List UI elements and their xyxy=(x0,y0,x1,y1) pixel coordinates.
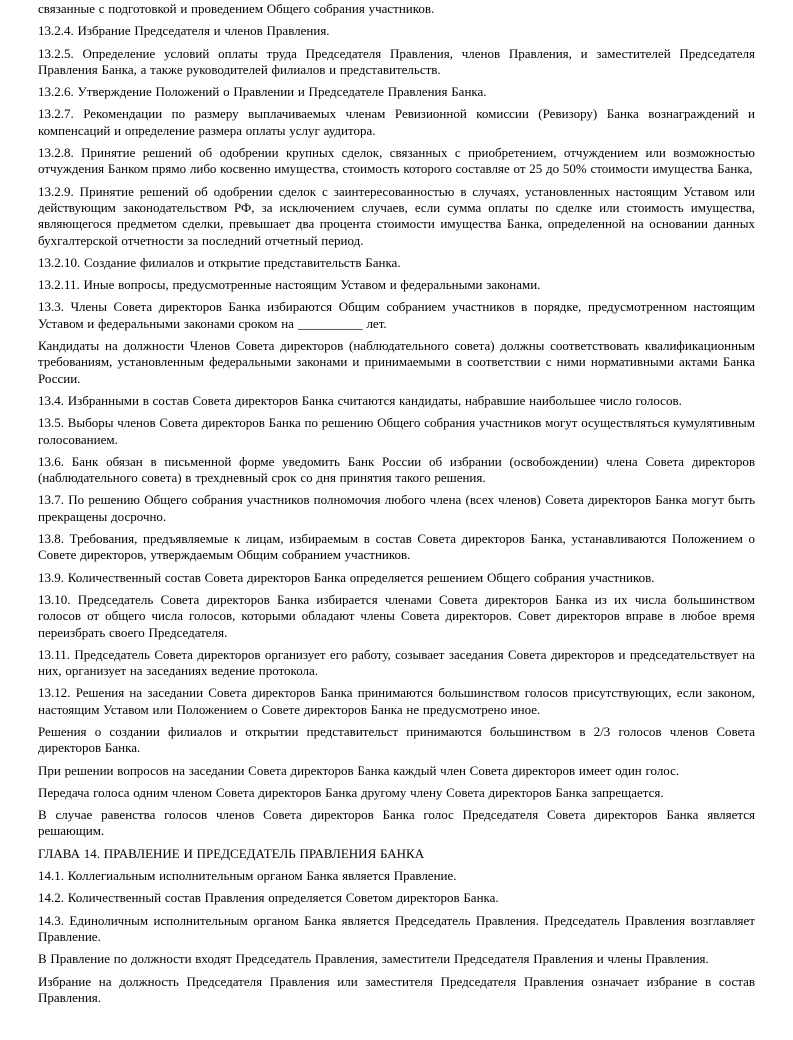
paragraph: Кандидаты на должности Членов Совета директоров (наблюдательного совета) должны соответствовать квалификационным требованиям, установленным федеральными законами и принимаемыми в соответствии с ними нормативными актами Банка России. xyxy=(38,338,755,386)
paragraph: В случае равенства голосов членов Совета директоров Банка голос Председателя Совета директоров Банка является решающим. xyxy=(38,807,755,839)
paragraph: 13.8. Требования, предъявляемые к лицам, избираемым в состав Совета директоров Банка, устанавливаются Положением о Совете директоров, утверждаемым Общим собранием участников. xyxy=(38,531,755,563)
paragraph: 13.2.4. Избрание Председателя и членов Правления. xyxy=(38,23,330,39)
paragraph: 13.2.11. Иные вопросы, предусмотренные настоящим Уставом и федеральными законами. xyxy=(38,277,541,293)
paragraph: 13.7. По решению Общего собрания участников полномочия любого члена (всех членов) Совета директоров Банка могут быть прекращены досрочно. xyxy=(38,492,755,524)
paragraph: 13.4. Избранными в состав Совета директоров Банка считаются кандидаты, набравшие наибольшее число голосов. xyxy=(38,392,682,408)
paragraph: 13.2.7. Рекомендации по размеру выплачиваемых членам Ревизионной комиссии (Ревизору) Банка вознаграждений и компенсаций и определение размера оплаты услуг аудитора. xyxy=(38,106,755,138)
paragraph: 13.11. Председатель Совета директоров организует его работу, созывает заседания Совета директоров и председательствует на них, организует на заседаниях ведение протокола. xyxy=(38,646,755,679)
paragraph: 13.5. Выборы членов Совета директоров Банка по решению Общего собрания участников могут осуществляться кумулятивным голосованием. xyxy=(38,415,755,447)
paragraph: связанные с подготовкой и проведением Общего собрания участников. xyxy=(38,1,435,16)
paragraph: 13.2.6. Утверждение Положений о Правлении и Председателе Правления Банка. xyxy=(38,84,487,100)
paragraph: При решении вопросов на заседании Совета директоров Банка каждый член Совета директоров имеет один голос. xyxy=(38,762,680,778)
paragraph: 13.6. Банк обязан в письменной форме уведомить Банк России об избрании (освобождении) члена Совета директоров (наблюдательного совета) в трехдневный срок со дня принятия такого решения. xyxy=(38,453,755,486)
document-body xyxy=(38,1,755,1006)
paragraph: 14.1. Коллегиальным исполнительным органом Банка является Правление. xyxy=(38,868,457,884)
paragraph: Решения о создании филиалов и открытии представительст принимаются большинством в 2/3 голосов членов Совета директоров Банка. xyxy=(38,723,755,756)
paragraph: Избрание на должность Председателя Правления или заместителя Председателя Правления означает избрание в состав Правления. xyxy=(38,973,755,1005)
paragraph: 13.2.5. Определение условий оплаты труда Председателя Правления, членов Правления, и заместителей Председателя Правления Банка, а также руководителей филиалов и представительств. xyxy=(38,45,755,77)
chapter-heading: ГЛАВА 14. ПРАВЛЕНИЕ И ПРЕДСЕДАТЕЛЬ ПРАВЛЕНИЯ БАНКА xyxy=(38,845,425,861)
paragraph: 14.2. Количественный состав Правления определяется Советом директоров Банка. xyxy=(38,890,499,906)
paragraph: 13.12. Решения на заседании Совета директоров Банка принимаются большинством голосов присутствующих, если законом, настоящим Уставом или Положением о Совете директоров Банка не предусмотрено иное. xyxy=(38,685,755,717)
paragraph: 13.10. Председатель Совета директоров Банка избирается членами Совета директоров Банка из их числа большинством голосов от общего числа голосов, которыми обладают члены Совета директоров. Совет директоров вправе в любое время переизбрать своего Председателя. xyxy=(38,591,755,640)
paragraph: 13.9. Количественный состав Совета директоров Банка определяется решением Общего собрания участников. xyxy=(38,569,655,585)
paragraph: Передача голоса одним членом Совета директоров Банка другому члену Совета директоров Банка запрещается. xyxy=(38,784,664,800)
paragraph: 13.2.10. Создание филиалов и открытие представительств Банка. xyxy=(38,254,401,270)
paragraph: 13.3. Члены Совета директоров Банка избираются Общим собранием участников в порядке, предусмотренном настоящим Уставом и федеральными законами сроком на __________ лет. xyxy=(38,299,755,331)
paragraph: 13.2.9. Принятие решений об одобрении сделок с заинтересованностью в случаях, установленных настоящим Уставом или действующим законодательством РФ, за исключением случаев, если сумма оплаты по сделке или стоимость имущества, являющегося предметом сделки, превышает два процента стоимости имущества Банка, определенной на основании данных бухгалтерской отчетности за последний отчетный период. xyxy=(38,183,755,248)
paragraph: 13.2.8. Принятие решений об одобрении крупных сделок, связанных с приобретением, отчуждением или возможностью отчуждения Банком прямо либо косвенно имущества, стоимость которого составляе от 25 до 50% стоимости имущества Банка, xyxy=(38,145,755,177)
paragraph: В Правление по должности входят Председатель Правления, заместители Председателя Правления и члены Правления. xyxy=(38,951,709,967)
paragraph: 14.3. Единоличным исполнительным органом Банка является Председатель Правления. Председатель Правления возглавляет Правление. xyxy=(38,912,755,944)
